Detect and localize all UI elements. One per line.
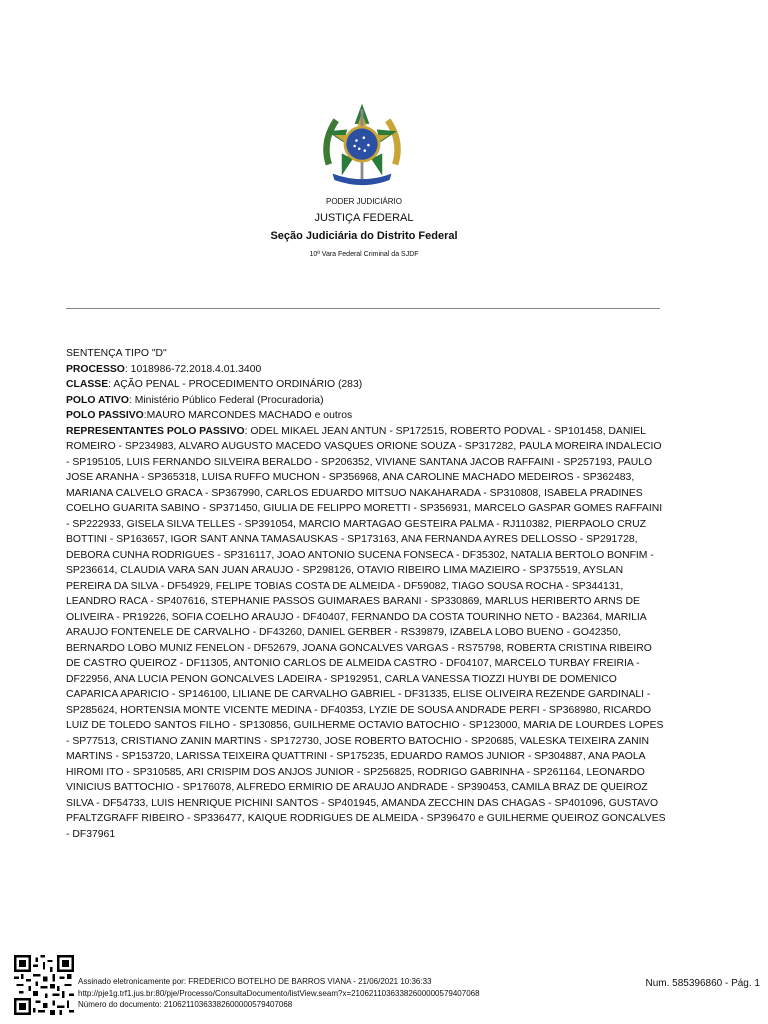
page-number: Num. 585396860 - Pág. 1: [645, 978, 760, 989]
classe-label: CLASSE: [66, 379, 109, 390]
representantes-label: REPRESENTANTES POLO PASSIVO: [66, 425, 245, 437]
processo-value: : 1018986-72.2018.4.01.3400: [124, 363, 262, 375]
document-url[interactable]: http://pje1g.trf1.jus.br:80/pje/Processo/ConsultaDocumento/listView.seam?x=21062110363382600000579407068: [78, 988, 480, 998]
document-number: Número do documento: 21062110363382600000579407068: [78, 1000, 293, 1009]
polo-passivo-label: POLO PASSIVO: [66, 410, 144, 421]
polo-ativo-line: [66, 393, 666, 409]
representantes-value: : ODEL MIKAEL JEAN ANTUN - SP172515, ROBERTO PODVAL - SP101458, DANIEL ROMEIRO - SP234983, ALVARO AUGUSTO MACEDO VASQUES ORIONE SOUZA - SP317282, PAULA MOREIRA INDALECIO - SP195105, LUIS FERNANDO SILVEIRA BERALDO - SP206352, VIVIANE SANTANA JACOB RAFFAINI - SP257193, PAULO JOSE ARANHA - SP365318, LUISA RUFFO MUCHON - SP356968, ANA CAROLINE MACHADO MEDEIROS - SP362483, MARIANA CALVELO GRACA - SP367990, CARLOS EDUARDO MITSUO NAKAHARADA - SP310808, ISABELA PRADINES COELHO GUARITA SABINO - SP371450, GIULIA DE FELIPPO MORETTI - SP356931, MARCELO GASPAR GOMES RAFFAINI - SP222933, GISELA SILVA TELLES - SP391054, MARCIO MARTAGAO GESTEIRA PALMA - RJ110382, PIERPAOLO CRUZ BOTTINI - SP163657, IGOR SANT ANNA TAMASAUSKAS - SP173163, ANA FERNANDA AYRES DELLOSSO - SP291728, DEBORA CUNHA RODRIGUES - SP316117, JOAO ANTONIO SUCENA FONSECA - DF35302, NATALIA BERTOLO BONFIM - SP236614, CLAUDIA VARA SAN JUAN ARAUJO - SP298126, OTAVIO RIBEIRO LIMA MAZIEIRO - SP375519, AYSLAN PEREIRA DA SILVA - DF54929, FELIPE TOBIAS COSTA DE ALMEIDA - DF59082, TIAGO SOUSA ROCHA - SP344131, LEANDRO RACA - SP407616, STEPHANIE PASSOS GUIMARAES BARANI - SP330869, MARLUS HERIBERTO ARNS DE OLIVEIRA - PR19226, SOFIA COELHO ARAUJO - DF40407, FERNANDO DA COSTA TOURINHO NETO - BA2364, MARILIA ARAUJO FONTENELE DE CARVALHO - DF43260, DANIEL GERBER - RS39879, IZABELA LOBO BUENO - GO42350, BERNARDO LOBO MUNIZ FENELON - DF52679, JOANA GONCALVES VARGAS - RS75798, ROBERTA CRISTINA RIBEIRO DE CASTRO QUEIROZ - DF11305, ANTONIO CARLOS DE ALMEIDA CASTRO - DF04107, MARCELO TURBAY FREIRIA - DF22956, ANA LUCIA PENON GONCALVES LADEIRA - SP192951, CARLA VANESSA TIOZZI HUYBI DE DOMENICO CAPARICA APARICIO - SP146100, LILIANE DE CARVALHO GABRIEL - DF31335, ELISE OLIVEIRA REZENDE GARDINALI - SP285624, HORTENSIA MONTE VICENTE MEDINA - DF40353, LYZIE DE SOUSA ANDRADE PERFI - SP368980, RICARDO LUIZ DE TOLEDO SANTOS FILHO - SP130856, GUILHERME OCTAVIO BATOCHIO - SP123000, MARIA DE LOURDES LOPES - SP77513, CRISTIANO ZANIN MARTINS - SP172730, JOSE ROBERTO BATOCHIO - SP20685, VALESKA TEIXEIRA ZANIN MARTINS - SP153720, LARISSA TEIXEIRA QUATTRINI - SP175235, EDUARDO RAMOS JUNIOR - SP304887, ANA PAOLA HIROMI ITO - SP310585, ARI CRISPIM DOS ANJOS JUNIOR - SP256825, RODRIGO GABRINHA - SP261164, LEONARDO VINICIUS BATTOCHIO - SP176078, ALFREDO ERMIRIO DE ARAUJO ANDRADE - SP390453, CAMILA BRAZ DE QUEIROZ SILVA - DF54733, LUIS HENRIQUE PICHINI SANTOS - SP401945, AMANDA ZECCHIN DAS CHAGAS - SP401096, GUSTAVO PFALTZGRAFF RIBEIRO - SP336477, KAIQUE RODRIGUES DE ALMEIDA - SP396470 e GUILHERME QUEIROZ GONCALVES - DF37961: [66, 425, 666, 840]
sentenca-type: SENTENÇA TIPO "D": [66, 348, 167, 359]
qr-code-icon: [14, 955, 74, 1015]
signed-by-line: Assinado eletronicamente por: FREDERICO BOTELHO DE BARROS VIANA - 21/06/2021 10:36:33: [78, 977, 432, 986]
representantes-paragraph: [66, 424, 666, 843]
coat-of-arms-icon: [316, 100, 408, 192]
header-justica: JUSTIÇA FEDERAL: [314, 212, 414, 224]
polo-ativo-label: POLO ATIVO: [66, 394, 129, 406]
signature-footer: [78, 976, 480, 1011]
header-vara: 10ª Vara Federal Criminal da SJDF: [309, 251, 419, 258]
header-divider: [66, 308, 660, 309]
header-secao: Seção Judiciária do Distrito Federal: [270, 230, 458, 242]
classe-line: [66, 377, 666, 393]
polo-ativo-value: : Ministério Público Federal (Procuradoria): [128, 394, 324, 406]
header-poder: PODER JUDICIÁRIO: [325, 197, 402, 206]
processo-label: PROCESSO: [66, 363, 125, 375]
classe-value: : AÇÃO PENAL - PROCEDIMENTO ORDINÁRIO (283): [108, 379, 363, 390]
processo-line: [66, 362, 666, 378]
polo-passivo-line: [66, 408, 666, 424]
polo-passivo-value: :MAURO MARCONDES MACHADO e outros: [143, 410, 353, 421]
document-body: [66, 346, 666, 842]
